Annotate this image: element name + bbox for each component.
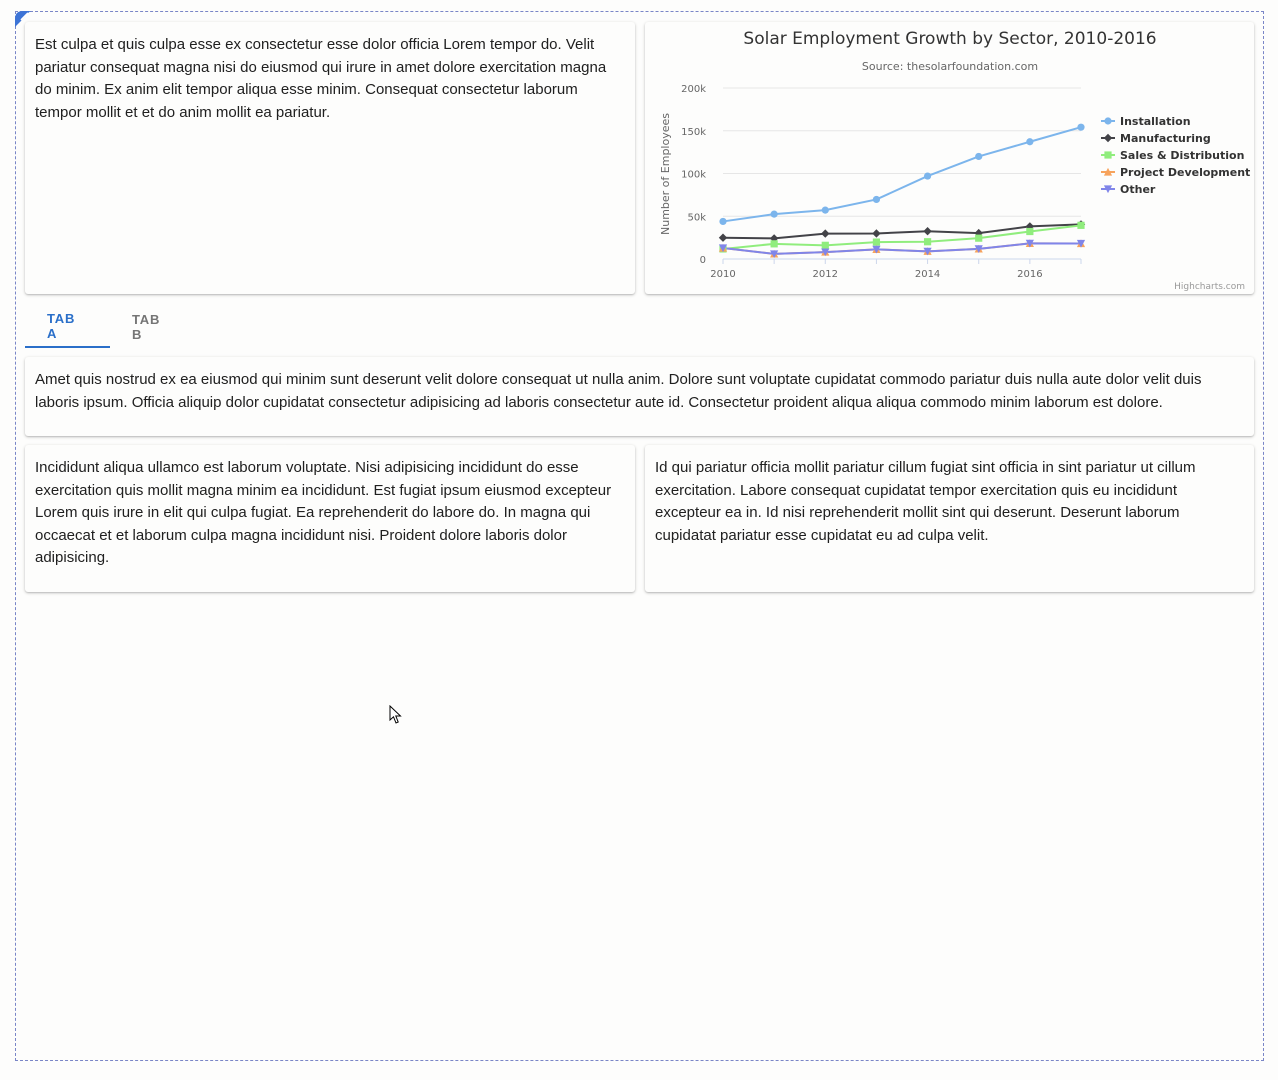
tab-a[interactable]: TAB A — [25, 306, 110, 348]
y-tick-label: 150k — [681, 126, 706, 138]
data-point-sales-distribution — [924, 238, 931, 245]
data-point-installation — [1026, 138, 1033, 145]
tab-b[interactable]: TAB B — [132, 312, 161, 342]
y-tick-label: 100k — [681, 169, 706, 181]
data-point-installation — [719, 218, 726, 225]
text-card-bottom-right — [645, 445, 1254, 592]
legend-item-manufacturing[interactable] — [1101, 132, 1211, 145]
chart-card — [645, 22, 1254, 294]
solar-employment-chart — [645, 22, 1254, 294]
data-point-sales-distribution — [822, 242, 829, 249]
legend-item-other[interactable] — [1101, 183, 1156, 196]
data-point-installation — [822, 207, 829, 214]
chart-title: Solar Employment Growth by Sector, 2010-2016 — [743, 29, 1157, 49]
legend-item-sales-distribution[interactable] — [1101, 149, 1244, 162]
data-point-installation — [1077, 124, 1084, 131]
data-point-manufacturing — [923, 227, 931, 235]
chart-subtitle: Source: thesolarfoundation.com — [861, 60, 1039, 73]
legend-symbol-marker — [1104, 151, 1111, 158]
data-point-installation — [771, 211, 778, 218]
legend-symbol-marker — [1104, 117, 1111, 124]
legend-label: Sales & Distribution — [1120, 149, 1245, 162]
data-point-sales-distribution — [1077, 222, 1084, 229]
data-point-sales-distribution — [873, 238, 880, 245]
data-point-sales-distribution — [1026, 228, 1033, 235]
legend-item-installation[interactable] — [1101, 115, 1191, 128]
text-card-top-left — [25, 22, 635, 294]
chart-credits[interactable]: Highcharts.com — [1174, 282, 1245, 292]
legend-label: Manufacturing — [1120, 132, 1211, 145]
data-point-manufacturing — [719, 233, 727, 241]
x-tick-label: 2012 — [812, 269, 839, 280]
card-text: Est culpa et quis culpa esse ex consectetur esse dolor officia Lorem tempor do. Velit pariatur consequat magna nisi do eiusmod qui irure in amet dolore exercitation magna do minim. Ex anim elit tempor aliqua esse minim. Consequat consectetur laborum tempor mollit et et do anim mollit ea pariatur. — [35, 36, 607, 121]
x-tick-label: 2014 — [914, 269, 941, 280]
data-point-sales-distribution — [975, 235, 982, 242]
mouse-cursor-icon — [389, 705, 403, 725]
text-card-wide — [25, 357, 1254, 436]
x-tick-label: 2016 — [1017, 269, 1043, 280]
legend-item-project-development[interactable] — [1101, 166, 1250, 179]
data-point-installation — [975, 153, 982, 160]
data-point-manufacturing — [821, 229, 829, 237]
data-point-installation — [924, 172, 931, 179]
y-tick-label: 200k — [681, 84, 706, 95]
card-text: Amet quis nostrud ex ea eiusmod qui minim sunt deserunt velit dolore consequat ut nulla anim. Dolore sunt voluptate cupidatat commodo pariatur duis nulla aute dolor velit duis laboris ipsum. Officia aliquip dolor cupidatat consectetur adipisicing ad laboris consectetur aute id. Consectetur proident aliqua aliqua commodo minim laborum est dolore. — [35, 371, 1202, 411]
tab-bar — [25, 306, 194, 348]
data-point-manufacturing — [872, 229, 880, 237]
legend-symbol-marker — [1104, 134, 1112, 142]
card-text: Id qui pariatur officia mollit pariatur cillum fugiat sint officia in sint pariatur ut cillum exercitation. Labore consequat cupidatat tempor exercitation quis eu incididunt excepteur ea in. Id nisi reprehenderit mollit sint qui deserunt. Deserunt laborum cupidatat pariatur esse cupidatat eu ad culpa velit. — [655, 459, 1196, 544]
y-tick-label: 0 — [699, 255, 706, 266]
legend-label: Project Development — [1120, 166, 1251, 179]
x-tick-label: 2010 — [710, 269, 736, 280]
data-point-installation — [873, 196, 880, 203]
legend-label: Installation — [1120, 115, 1191, 128]
y-tick-label: 50k — [687, 212, 706, 224]
data-point-sales-distribution — [771, 240, 778, 247]
legend-label: Other — [1120, 183, 1156, 196]
card-text: Incididunt aliqua ullamco est laborum voluptate. Nisi adipisicing incididunt do esse exercitation quis mollit magna minim ea incididunt. Est fugiat ipsum eiusmod excepteur Lorem quis irure in elit qui culpa fugiat. Ea reprehenderit do labore do. In magna qui occaecat et et laborum culpa magna incididunt nisi. Proident dolore laboris dolor adipisicing. — [35, 459, 612, 567]
text-card-bottom-left — [25, 445, 635, 592]
y-axis-title: Number of Employees — [659, 113, 672, 235]
